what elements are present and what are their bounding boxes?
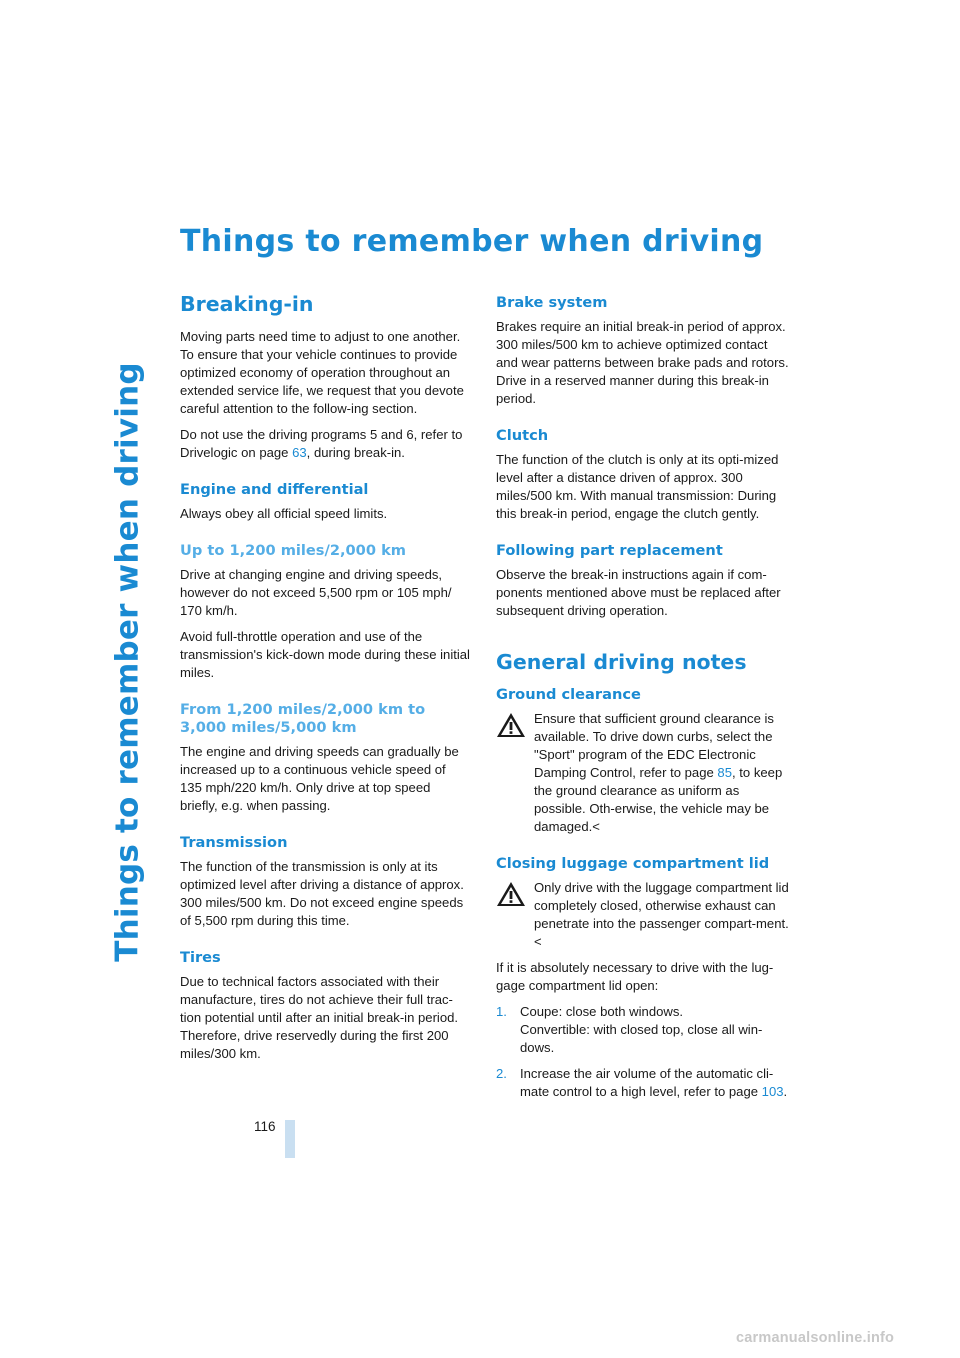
engine-heading: Engine and differential xyxy=(180,481,369,498)
ground-clearance-warning-text xyxy=(534,710,790,836)
transmission-paragraph: The function of the transmission is only at its optimized level after driving a distance of approx. 300 miles/500 km. Do not exceed engine speeds of 5,500 rpm during this time. xyxy=(180,859,464,928)
clutch-paragraph: The function of the clutch is only at its opti-mized level after a distance driven of approx. 300 miles/500 km. With manual transmission: During this break-in period, engage the clutch gently. xyxy=(496,452,779,521)
closing-lid-warning xyxy=(496,879,790,951)
tires-heading: Tires xyxy=(180,949,221,966)
transmission-heading: Transmission xyxy=(180,834,288,851)
from-paragraph: The engine and driving speeds can gradually be increased up to a continuous vehicle speed of 135 mph/220 km/h. Only drive at top speed briefly, e.g. when passing. xyxy=(180,744,459,813)
breaking-in-paragraph: Moving parts need time to adjust to one another. To ensure that your vehicle continues to provide optimized economy of operation throughout an extended service life, we request that you devote careful attention to the follow-ing section. xyxy=(180,329,464,416)
brake-paragraph: Brakes require an initial break-in period of approx. 300 miles/500 km to achieve optimized contact and wear patterns between brake pads and rotors. Drive in a reserved manner during this break-in period. xyxy=(496,319,789,406)
list-item-number: 2. xyxy=(496,1066,507,1081)
following-heading: Following part replacement xyxy=(496,542,723,559)
engine-paragraph: Always obey all official speed limits. xyxy=(180,506,388,521)
page-margin-bar xyxy=(285,1120,295,1158)
ground-warning-text-start: Ensure that sufficient ground clearance is available. To drive down curbs, select the "Sport" program of the EDC Electronic Damping Control, refer to page xyxy=(534,711,774,780)
page-link-63[interactable]: 63 xyxy=(292,445,307,460)
page-title: Things to remember when driving xyxy=(180,224,764,259)
side-chapter-title-text: Things to remember when driving xyxy=(110,362,147,962)
up-to-paragraph-1: Drive at changing engine and driving speeds, however do not exceed 5,500 rpm or 105 mph/ 170 km/h. xyxy=(180,567,452,618)
clutch-heading: Clutch xyxy=(496,427,549,444)
following-paragraph: Observe the break-in instructions again if com-ponents mentioned above must be replaced after subsequent driving operation. xyxy=(496,567,781,618)
brake-heading: Brake system xyxy=(496,294,608,311)
closing-lid-heading: Closing luggage compartment lid xyxy=(496,855,770,872)
warning-triangle-icon xyxy=(496,712,526,738)
page-link-103[interactable]: 103 xyxy=(761,1084,784,1099)
list-item-text: Increase the air volume of the automatic cli-mate control to a high level, refer to page xyxy=(520,1066,774,1099)
list-item-text: Coupe: close both windows. Convertible: with closed top, close all win-dows. xyxy=(520,1004,763,1055)
tires-paragraph: Due to technical factors associated with their manufacture, tires do not achieve their full trac-tion potential until after an initial break-in period. Therefore, drive reservedly during the first 200 miles/300 km. xyxy=(180,974,459,1061)
from-heading: From 1,200 miles/2,000 km to 3,000 miles/5,000 km xyxy=(180,701,426,736)
page-link-85[interactable]: 85 xyxy=(717,765,732,780)
watermark: carmanualsonline.info xyxy=(736,1330,895,1346)
ground-warning-text-end: , to keep the ground clearance as uniform as possible. Oth-erwise, the vehicle may be damaged.< xyxy=(534,765,783,834)
ground-clearance-warning xyxy=(496,710,790,836)
closing-lid-paragraph: If it is absolutely necessary to drive with the lug-gage compartment lid open: xyxy=(496,960,774,993)
side-chapter-title xyxy=(104,232,152,1092)
drive-programs-paragraph xyxy=(180,426,470,462)
closing-lid-warning-text: Only drive with the luggage compartment lid completely closed, otherwise exhaust can penetrate into the passenger compart-ment.< xyxy=(534,880,789,949)
list-item xyxy=(496,1065,790,1101)
list-item-number: 1. xyxy=(496,1004,507,1019)
drive-programs-text: Do not use the driving programs 5 and 6, refer to Drivelogic on page xyxy=(180,427,463,460)
closing-lid-steps xyxy=(496,1003,790,1101)
ground-clearance-heading: Ground clearance xyxy=(496,686,641,703)
drive-programs-text-end: , during break-in. xyxy=(306,445,405,460)
left-column xyxy=(180,292,470,1071)
page-number: 116 xyxy=(254,1119,276,1134)
general-driving-heading: General driving notes xyxy=(496,650,747,674)
up-to-paragraph-2: Avoid full-throttle operation and use of the transmission's kick-down mode during these initial miles. xyxy=(180,629,470,680)
list-item-text-end: . xyxy=(783,1084,788,1099)
list-item xyxy=(496,1003,790,1057)
warning-triangle-icon xyxy=(496,881,526,907)
right-column xyxy=(496,292,790,1109)
up-to-heading: Up to 1,200 miles/2,000 km xyxy=(180,542,406,559)
breaking-in-heading: Breaking-in xyxy=(180,292,314,316)
